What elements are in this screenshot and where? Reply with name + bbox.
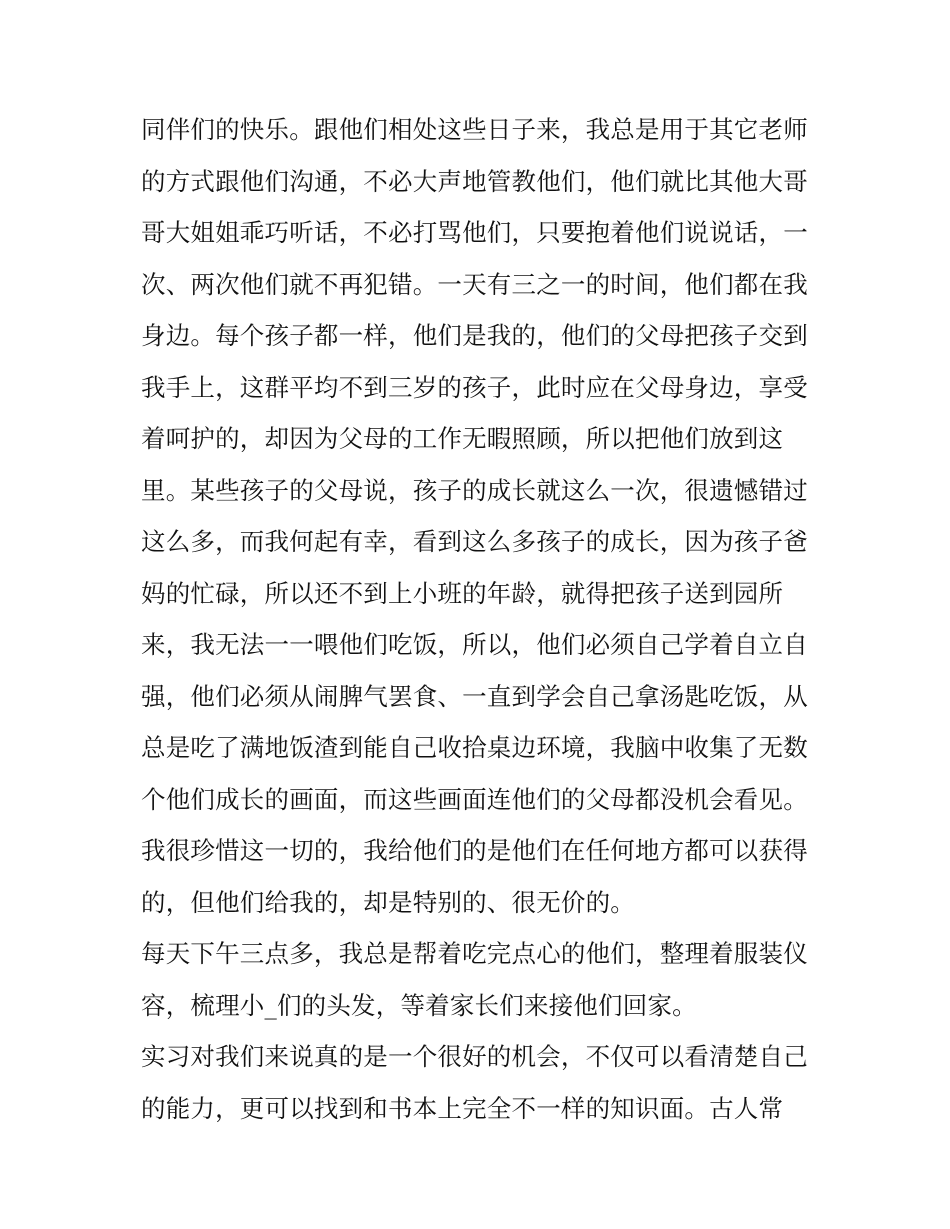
text-line: 这么多，而我何起有幸，看到这么多孩子的成长，因为孩子爸: [141, 527, 808, 556]
text-line: 容，梳理小_们的头发，等着家长们来接他们回家。: [141, 990, 697, 1020]
body-text: [141, 104, 831, 1134]
text-line: 的，但他们给我的，却是特别的、很无价的。: [141, 887, 635, 917]
text-line: 同伴们的快乐。跟他们相处这些日子来，我总是用于其它老师: [141, 115, 808, 144]
text-line: 总是吃了满地饭渣到能自己收拾桌边环境，我脑中收集了无数: [141, 733, 808, 762]
text-line: 我手上，这群平均不到三岁的孩子，此时应在父母身边，享受: [141, 372, 808, 402]
text-line: 次、两次他们就不再犯错。一天有三之一的时间，他们都在我: [141, 269, 808, 299]
text-line: 妈的忙碌，所以还不到上小班的年龄，就得把孩子送到园所: [141, 578, 784, 608]
text-line: 的能力，更可以找到和书本上完全不一样的知识面。古人常: [141, 1093, 784, 1123]
text-line: 强，他们必须从闹脾气罢食、一直到学会自己拿汤匙吃饭，从: [141, 681, 808, 711]
text-line: 里。某些孩子的父母说，孩子的成长就这么一次，很遗憾错过: [141, 475, 808, 505]
text-line: 哥大姐姐乖巧听话，不必打骂他们，只要抱着他们说说话，一: [141, 218, 808, 247]
text-line: 来，我无法一一喂他们吃饭，所以，他们必须自己学着自立自: [141, 630, 808, 659]
text-line: 实习对我们来说真的是一个很好的机会，不仅可以看清楚自己: [141, 1042, 808, 1071]
text-line: 身边。每个孩子都一样，他们是我的，他们的父母把孩子交到: [141, 321, 808, 350]
text-line: 的方式跟他们沟通，不必大声地管教他们，他们就比其他大哥: [141, 166, 808, 196]
text-line: 着呵护的，却因为父母的工作无暇照顾，所以把他们放到这: [141, 424, 784, 453]
text-line: 我很珍惜这一切的，我给他们的是他们在任何地方都可以获得: [141, 836, 808, 865]
text-line: 个他们成长的画面，而这些画面连他们的父母都没机会看见。: [141, 784, 808, 814]
text-line: 每天下午三点多，我总是帮着吃完点心的他们，整理着服装仪: [141, 939, 808, 968]
